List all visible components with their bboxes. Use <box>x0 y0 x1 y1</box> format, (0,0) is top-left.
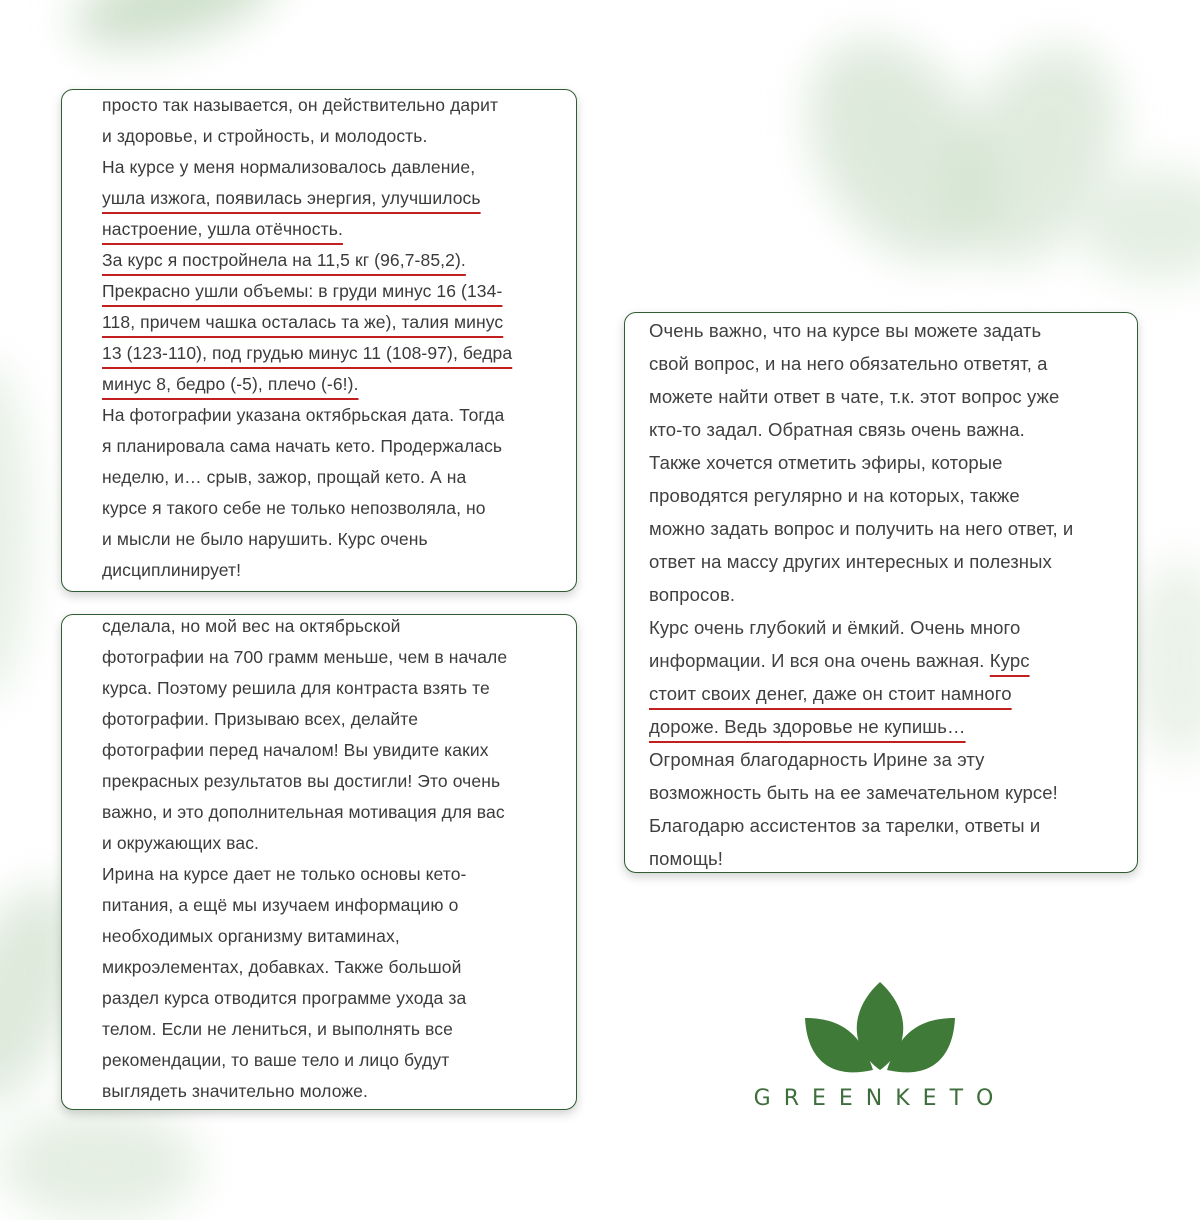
text-segment: Благодарю ассистентов за тарелки, ответы и <box>649 815 1041 836</box>
text-line <box>102 797 568 828</box>
text-line <box>102 1045 568 1076</box>
text-segment: я планировала сама начать кето. Продержалась <box>102 436 503 456</box>
text-line <box>102 952 568 983</box>
text-segment: можно задать вопрос и получить на него ответ, и <box>649 518 1074 539</box>
text-line <box>102 614 568 642</box>
text-segment: выглядеть значительно моложе. <box>102 1081 368 1101</box>
text-line <box>102 152 568 183</box>
text-line <box>102 1076 568 1107</box>
text-segment: свой вопрос, и на него обязательно ответят, а <box>649 353 1048 374</box>
text-line <box>102 859 568 890</box>
text-segment: и здоровье, и стройность, и молодость. <box>102 126 428 146</box>
text-line <box>649 743 1129 776</box>
text-segment: раздел курса отводится программе ухода за <box>102 988 467 1008</box>
highlighted-text: ушла изжога, появилась энергия, улучшилось <box>102 188 481 208</box>
text-line <box>102 400 568 431</box>
text-line <box>102 369 568 400</box>
text-segment: На фотографии указана октябрьская дата. Тогда <box>102 405 505 425</box>
text-segment: прекрасных результатов вы достигли! Это очень <box>102 771 501 791</box>
highlighted-text: 13 (123-110), под грудью минус 11 (108-97), бедра <box>102 343 513 363</box>
highlighted-text: дороже. Ведь здоровье не купишь… <box>649 716 966 737</box>
text-segment: Также хочется отметить эфиры, которые <box>649 452 1003 473</box>
review-card-right <box>624 312 1138 873</box>
highlighted-text: настроение, ушла отёчность. <box>102 219 343 239</box>
review-text <box>102 614 568 1107</box>
text-segment: Ирина на курсе дает не только основы кето- <box>102 864 467 884</box>
text-segment: можете найти ответ в чате, т.к. этот вопрос уже <box>649 386 1060 407</box>
text-segment: и окружающих вас. <box>102 833 260 853</box>
text-line <box>102 121 568 152</box>
text-line <box>102 462 568 493</box>
text-segment: возможность быть на ее замечательном курсе! <box>649 782 1058 803</box>
text-line <box>649 545 1129 578</box>
text-line <box>102 766 568 797</box>
text-line <box>102 307 568 338</box>
text-line <box>102 642 568 673</box>
text-segment: фотографии на 700 грамм меньше, чем в начале <box>102 647 508 667</box>
text-segment: рекомендации, то ваше тело и лицо будут <box>102 1050 450 1070</box>
text-line <box>102 214 568 245</box>
text-line <box>102 90 568 121</box>
text-segment: и мысли не было нарушить. Курс очень <box>102 529 428 549</box>
text-segment: ответ на массу других интересных и полезных <box>649 551 1052 572</box>
text-segment: фотографии перед началом! Вы увидите каких <box>102 740 489 760</box>
text-line <box>102 673 568 704</box>
text-segment: информации. И вся она очень важная. <box>649 650 990 671</box>
text-segment: просто так называется, он действительно дарит <box>102 95 499 115</box>
text-line <box>649 710 1129 743</box>
text-line <box>649 380 1129 413</box>
text-line <box>102 245 568 276</box>
review-text <box>102 90 568 586</box>
text-line <box>649 413 1129 446</box>
text-segment: Курс очень глубокий и ёмкий. Очень много <box>649 617 1021 638</box>
text-segment: питания, а ещё мы изучаем информацию о <box>102 895 459 915</box>
text-segment: важно, и это дополнительная мотивация для вас <box>102 802 505 822</box>
text-line <box>649 611 1129 644</box>
bg-leaf-blur <box>0 1110 200 1220</box>
text-line <box>649 776 1129 809</box>
text-segment: курсе я такого себе не только непозволяла, но <box>102 498 486 518</box>
text-line <box>649 578 1129 611</box>
text-segment: телом. Если не лениться, и выполнять все <box>102 1019 453 1039</box>
text-line <box>102 431 568 462</box>
text-segment: дисциплинирует! <box>102 560 242 580</box>
text-line <box>102 524 568 555</box>
text-line <box>102 828 568 859</box>
highlighted-text: Прекрасно ушли объемы: в груди минус 16 (134- <box>102 281 503 301</box>
text-segment: Очень важно, что на курсе вы можете задать <box>649 320 1042 341</box>
text-line <box>102 735 568 766</box>
text-segment: помощь! <box>649 848 724 869</box>
text-line <box>102 983 568 1014</box>
text-line <box>102 493 568 524</box>
text-segment: На курсе у меня нормализовалось давление, <box>102 157 476 177</box>
text-line <box>102 555 568 586</box>
bg-leaf-blur <box>63 0 287 66</box>
text-line <box>102 921 568 952</box>
text-line <box>649 677 1129 710</box>
text-line <box>649 479 1129 512</box>
text-segment: проводятся регулярно и на которых, также <box>649 485 1020 506</box>
review-text <box>649 314 1129 873</box>
text-line <box>649 644 1129 677</box>
highlighted-text: За курс я постройнела на 11,5 кг (96,7-85,2). <box>102 250 466 270</box>
brand-name: GREENKETO <box>753 1086 1007 1111</box>
highlighted-text: Курс <box>989 650 1030 671</box>
text-segment: курса. Поэтому решила для контраста взять те <box>102 678 490 698</box>
text-line <box>649 347 1129 380</box>
text-segment: необходимых организму витаминах, <box>102 926 400 946</box>
text-line <box>102 704 568 735</box>
text-line <box>102 338 568 369</box>
text-line <box>102 1014 568 1045</box>
text-segment: фотографии. Призываю всех, делайте <box>102 709 419 729</box>
text-segment: кто-то задал. Обратная связь очень важна. <box>649 419 1025 440</box>
text-line <box>649 446 1129 479</box>
review-card-left-bottom <box>61 614 577 1110</box>
text-line <box>649 512 1129 545</box>
bg-leaf-blur <box>1130 560 1200 760</box>
text-line <box>102 890 568 921</box>
text-line <box>102 276 568 307</box>
text-line <box>649 809 1129 842</box>
text-segment: микроэлементах, добавках. Также большой <box>102 957 462 977</box>
highlighted-text: минус 8, бедро (-5), плечо (-6!). <box>102 374 359 394</box>
text-segment: сделала, но мой вес на октябрьской <box>102 616 401 636</box>
highlighted-text: стоит своих денег, даже он стоит намного <box>649 683 1012 704</box>
review-card-left-top <box>61 89 577 592</box>
highlighted-text: 118, причем чашка осталась та же), талия минус <box>102 312 504 332</box>
text-segment: вопросов. <box>649 584 736 605</box>
text-line <box>102 183 568 214</box>
bg-leaf-blur <box>0 360 30 700</box>
text-line <box>649 842 1129 873</box>
text-line <box>649 314 1129 347</box>
text-segment: Огромная благодарность Ирине за эту <box>649 749 985 770</box>
text-segment: неделю, и… срыв, зажор, прощай кето. А на <box>102 467 467 487</box>
